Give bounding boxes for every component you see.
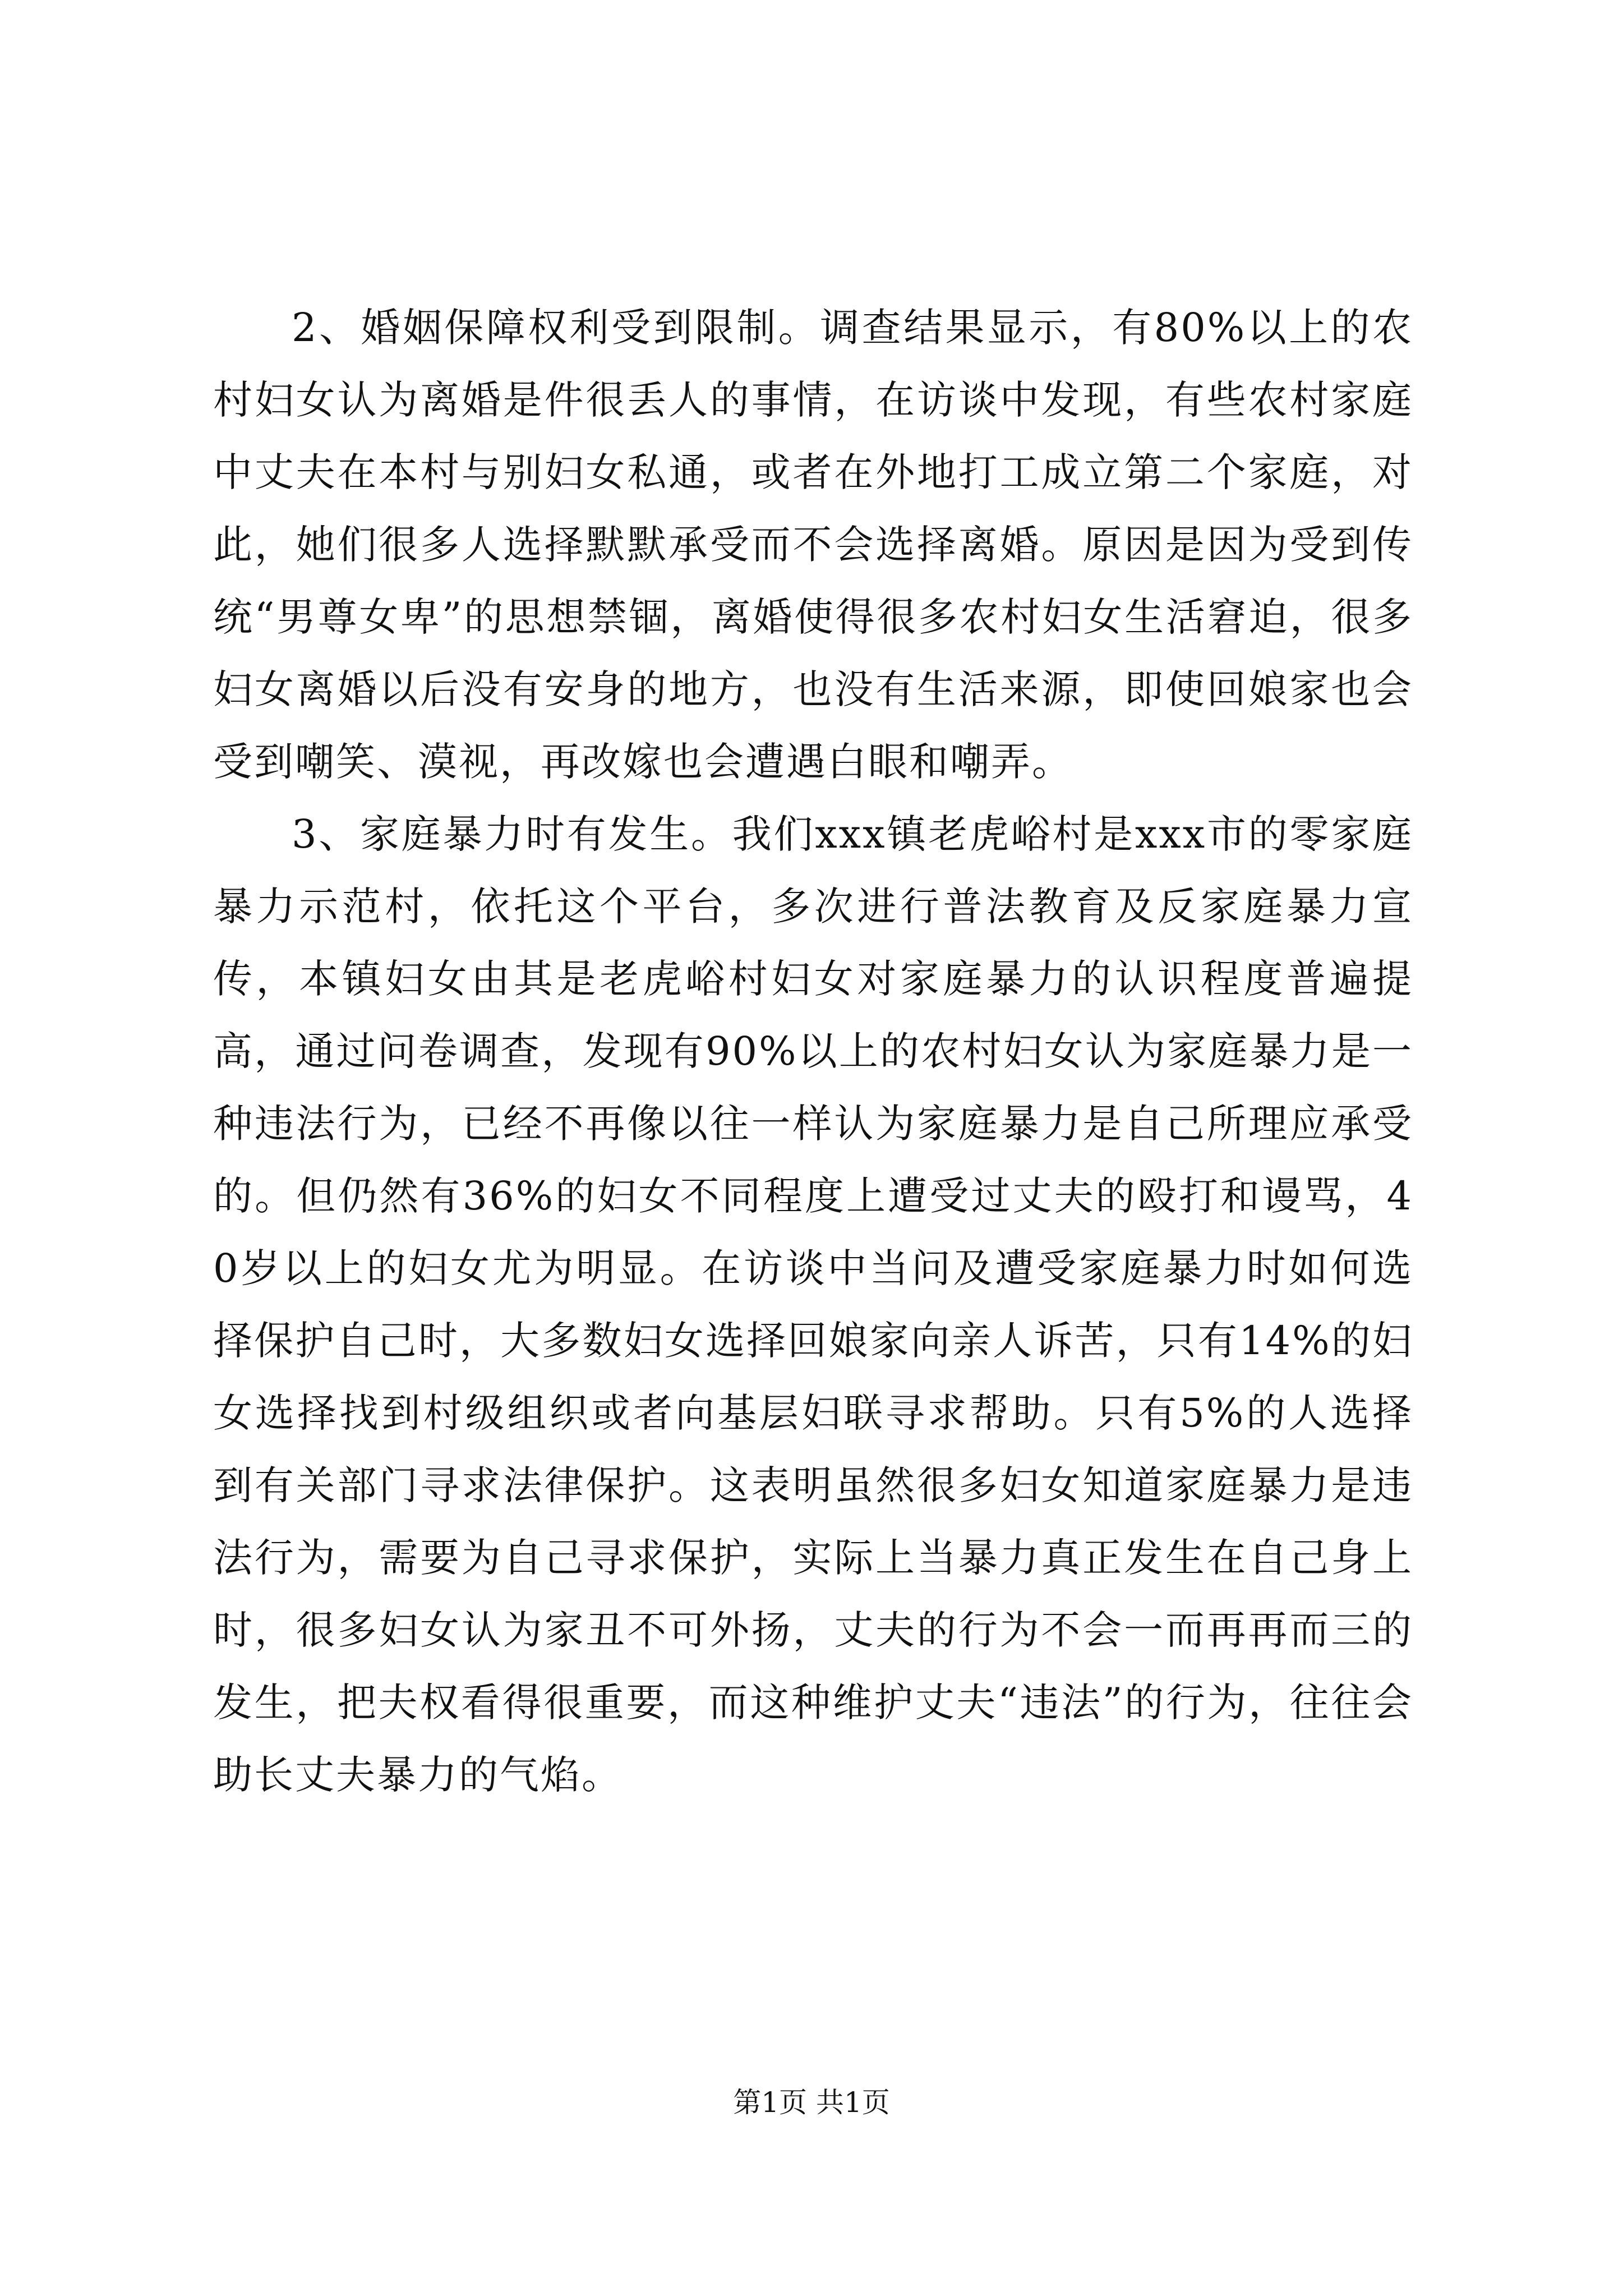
page-footer: 第1页 共1页 bbox=[733, 2086, 890, 2119]
paragraph-marriage-rights: 2、婚姻保障权利受到限制。调查结果显示，有80%以上的农村妇女认为离婚是件很丢人的事情，在访谈中发现，有些农村家庭中丈夫在本村与别妇女私通，或者在外地打工成立第二个家庭，对此，她们很多人选择默默承受而不会选择离婚。原因是因为受到传统“男尊女卑”的思想禁锢，离婚使得很多农村妇女生活窘迫，很多妇女离婚以后没有安身的地方，也没有生活来源，即使回娘家也会受到嘲笑、漠视，再改嫁也会遭遇白眼和嘲弄。 bbox=[213, 305, 1413, 785]
paragraph-domestic-violence: 3、家庭暴力时有发生。我们xxx镇老虎峪村是xxx市的零家庭暴力示范村，依托这个平台，多次进行普法教育及反家庭暴力宣传，本镇妇女由其是老虎峪村妇女对家庭暴力的认识程度普遍提高，通过问卷调查，发现有90%以上的农村妇女认为家庭暴力是一种违法行为，已经不再像以往一样认为家庭暴力是自己所理应承受的。但仍然有36%的妇女不同程度上遭受过丈夫的殴打和谩骂，40岁以上的妇女尤为明显。在访谈中当问及遭受家庭暴力时如何选择保护自己时，大多数妇女选择回娘家向亲人诉苦，只有14%的妇女选择找到村级组织或者向基层妇联寻求帮助。只有5%的人选择到有关部门寻求法律保护。这表明虽然很多妇女知道家庭暴力是违法行为，需要为自己寻求保护，实际上当暴力真正发生在自己身上时，很多妇女认为家丑不可外扬，丈夫的行为不会一而再再而三的发生，把夫权看得很重要，而这种维护丈夫“违法”的行为，往往会助长丈夫暴力的气焰。 bbox=[213, 811, 1413, 1798]
body-text bbox=[213, 292, 1413, 1811]
